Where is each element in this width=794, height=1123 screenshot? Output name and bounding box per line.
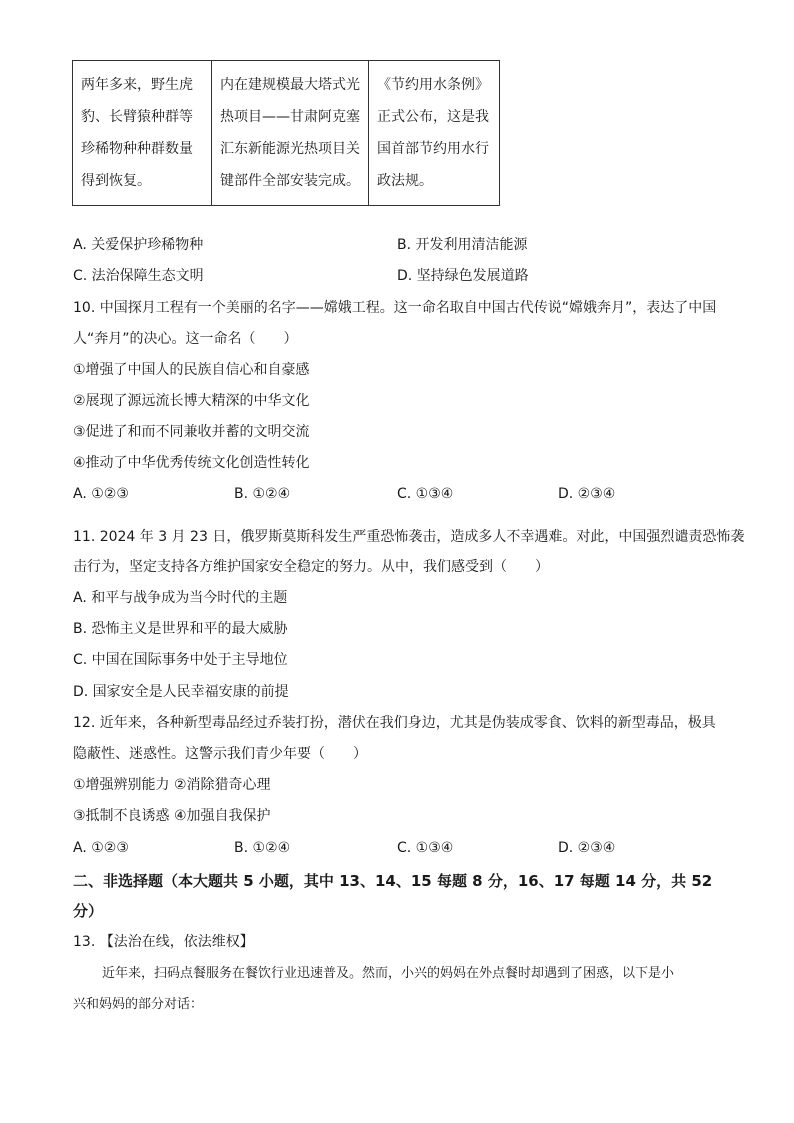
q10-option-c: C. ①③④ (397, 486, 454, 502)
cell-line: 政法规。 (377, 173, 433, 189)
q10-item-2: ②展现了源远流长博大精深的中华文化 (73, 393, 310, 409)
q12-items-line2: ③抵制不良诱惑 ④加强自我保护 (73, 808, 271, 824)
cell-line: 豹、长臂猿种群等 (81, 109, 193, 125)
q13-title: 13. 【法治在线，依法维权】 (73, 934, 254, 950)
cell-line: 国首部节约用水行 (377, 141, 489, 157)
table-cell-water (369, 61, 500, 206)
q10-item-1: ①增强了中国人的民族自信心和自豪感 (73, 362, 310, 378)
q13-paragraph-line2: 兴和妈妈的部分对话： (73, 997, 204, 1012)
q12-option-d: D. ②③④ (558, 840, 616, 856)
table-cell-solar (212, 61, 369, 206)
q13-paragraph-line1: 近年来，扫码点餐服务在餐饮行业迅速普及。然而，小兴的妈妈在外点餐时却遇到了困惑，以下是小 (102, 966, 675, 981)
q9-option-d: D. 坚持绿色发展道路 (397, 268, 529, 284)
cell-line: 内在建规模最大塔式光 (220, 77, 360, 93)
cell-line: 正式公布，这是我 (377, 109, 489, 125)
q10-stem-line1: 10. 中国探月工程有一个美丽的名字——嫦娥工程。这一命名取自中国古代传说“嫦娥奔月”，表达了中国 (73, 300, 717, 316)
section2-title-line1: 二、非选择题（本大题共 5 小题，其中 13、14、15 每题 8 分，16、17 每题 14 分，共 52 (73, 872, 713, 890)
q11-option-d: D. 国家安全是人民幸福安康的前提 (73, 684, 289, 700)
q10-item-3: ③促进了和而不同兼收并蓄的文明交流 (73, 424, 310, 440)
table-cell-wildlife (73, 61, 212, 206)
q12-option-b: B. ①②④ (234, 840, 291, 856)
q9-option-a: A. 关爱保护珍稀物种 (73, 237, 204, 253)
cell-line: 《节约用水条例》 (377, 77, 489, 93)
cell-line: 珍稀物种种群数量 (81, 141, 193, 157)
cell-line: 热项目——甘肃阿克塞 (220, 109, 360, 125)
section2-title-line2: 分） (73, 902, 104, 920)
q11-option-a: A. 和平与战争成为当今时代的主题 (73, 590, 288, 606)
info-table (72, 60, 500, 206)
q10-option-a: A. ①②③ (73, 486, 129, 502)
q11-stem-line1: 11. 2024 年 3 月 23 日，俄罗斯莫斯科发生严重恐怖袭击，造成多人不幸遇难。对此，中国强烈谴责恐怖袭 (73, 529, 745, 545)
q10-item-4: ④推动了中华优秀传统文化创造性转化 (73, 455, 310, 471)
cell-line: 两年多来，野生虎 (81, 77, 193, 93)
q11-option-c: C. 中国在国际事务中处于主导地位 (73, 652, 288, 668)
q11-stem-line2: 击行为，坚定支持各方维护国家安全稳定的努力。从中，我们感受到（ ） (73, 559, 549, 575)
q9-option-b: B. 开发利用清洁能源 (397, 237, 528, 253)
q12-stem-line2: 隐蔽性、迷惑性。这警示我们青少年要（ ） (73, 746, 367, 762)
q10-stem-line2: 人“奔月”的决心。这一命名（ ） (73, 331, 298, 347)
q12-stem-line1: 12. 近年来，各种新型毒品经过乔装打扮，潜伏在我们身边，尤其是伪装成零食、饮料的新型毒品，极具 (73, 715, 716, 731)
q10-option-d: D. ②③④ (558, 486, 616, 502)
q11-option-b: B. 恐怖主义是世界和平的最大威胁 (73, 621, 288, 637)
q12-option-a: A. ①②③ (73, 840, 129, 856)
q12-items-line1: ①增强辨别能力 ②消除猎奇心理 (73, 777, 271, 793)
q12-option-c: C. ①③④ (397, 840, 454, 856)
q9-option-c: C. 法治保障生态文明 (73, 268, 204, 284)
cell-line: 得到恢复。 (81, 173, 151, 189)
cell-line: 键部件全部安装完成。 (220, 173, 360, 189)
cell-line: 汇东新能源光热项目关 (220, 141, 360, 157)
q10-option-b: B. ①②④ (234, 486, 291, 502)
